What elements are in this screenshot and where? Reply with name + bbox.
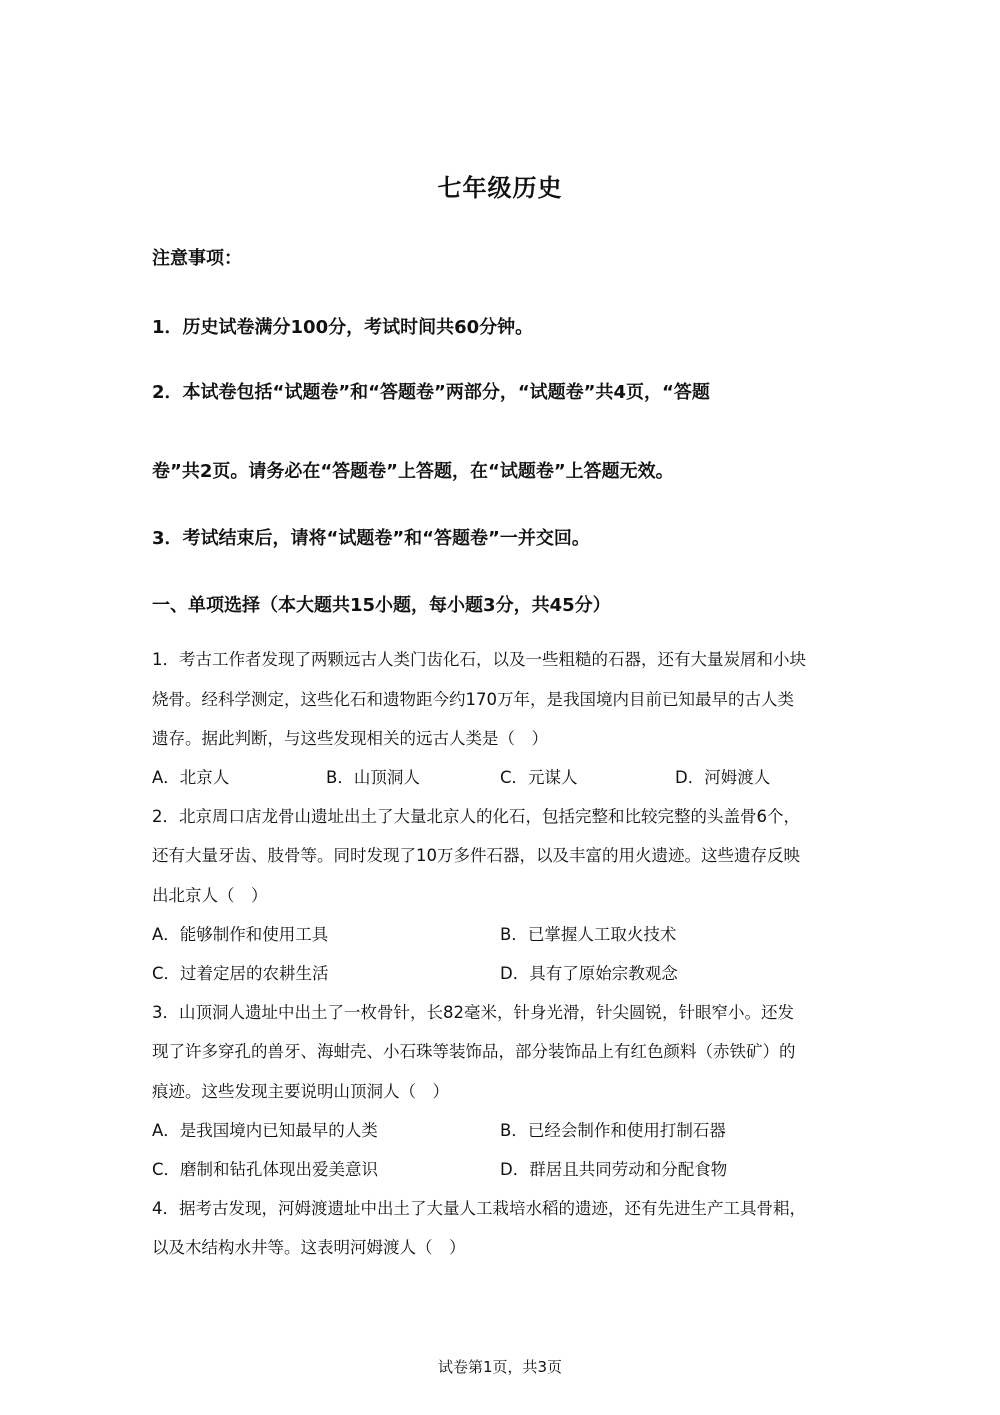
question-2-line-3: 出北京人（ ） xyxy=(152,886,268,905)
question-2-line-2: 还有大量牙齿、肢骨等。同时发现了10万多件石器，以及丰富的用火遗迹。这些遗存反映 xyxy=(152,846,800,865)
page-title: 七年级历史 xyxy=(437,174,563,202)
question-2-option-d: D．具有了原始宗教观念 xyxy=(500,964,678,983)
question-3-option-a: A．是我国境内已知最早的人类 xyxy=(152,1121,378,1140)
question-3-line-1: 3．山顶洞人遗址中出土了一枚骨针，长82毫米，针身光滑，针尖圆锐，针眼窄小。还发 xyxy=(152,1003,794,1022)
question-2-option-c: C．过着定居的农耕生活 xyxy=(152,964,329,983)
question-1-option-b: B．山顶洞人 xyxy=(326,768,420,787)
question-4-line-1: 4．据考古发现，河姆渡遗址中出土了大量人工栽培水稻的遗迹，还有先进生产工具骨耜， xyxy=(152,1199,806,1218)
question-1-option-c: C．元谋人 xyxy=(500,768,578,787)
section-heading: 一、单项选择（本大题共15小题，每小题3分，共45分） xyxy=(152,595,611,616)
question-1-option-a: A．北京人 xyxy=(152,768,230,787)
notice-item-2-cont: 卷”共2页。请务必在“答题卷”上答题，在“试题卷”上答题无效。 xyxy=(152,461,674,482)
notice-item-3: 3．考试结束后，请将“试题卷”和“答题卷”一并交回。 xyxy=(152,528,590,549)
notice-item-1: 1．历史试卷满分100分，考试时间共60分钟。 xyxy=(152,317,534,338)
question-2-option-a: A．能够制作和使用工具 xyxy=(152,925,329,944)
question-1-line-1: 1．考古工作者发现了两颗远古人类门齿化石，以及一些粗糙的石器，还有大量炭屑和小块 xyxy=(152,650,806,669)
notice-heading: 注意事项： xyxy=(152,248,242,269)
question-3-option-b: B．已经会制作和使用打制石器 xyxy=(500,1121,726,1140)
question-1-option-d: D．河姆渡人 xyxy=(675,768,771,787)
page-footer: 试卷第1页，共3页 xyxy=(437,1358,563,1376)
question-2-line-1: 2．北京周口店龙骨山遗址出土了大量北京人的化石，包括完整和比较完整的头盖骨6个， xyxy=(152,807,800,826)
question-1-line-3: 遗存。据此判断，与这些发现相关的远古人类是（ ） xyxy=(152,729,548,748)
question-3-option-d: D．群居且共同劳动和分配食物 xyxy=(500,1160,728,1179)
question-3-option-c: C．磨制和钻孔体现出爱美意识 xyxy=(152,1160,379,1179)
question-3-line-3: 痕迹。这些发现主要说明山顶洞人（ ） xyxy=(152,1082,449,1101)
question-3-line-2: 现了许多穿孔的兽牙、海蚶壳、小石珠等装饰品，部分装饰品上有红色颜料（赤铁矿）的 xyxy=(152,1042,796,1061)
question-4-line-2: 以及木结构水井等。这表明河姆渡人（ ） xyxy=(152,1238,466,1257)
notice-item-2: 2．本试卷包括“试题卷”和“答题卷”两部分，“试题卷”共4页，“答题 xyxy=(152,382,710,403)
question-2-option-b: B．已掌握人工取火技术 xyxy=(500,925,677,944)
question-1-line-2: 烧骨。经科学测定，这些化石和遗物距今约170万年，是我国境内目前已知最早的古人类 xyxy=(152,690,794,709)
